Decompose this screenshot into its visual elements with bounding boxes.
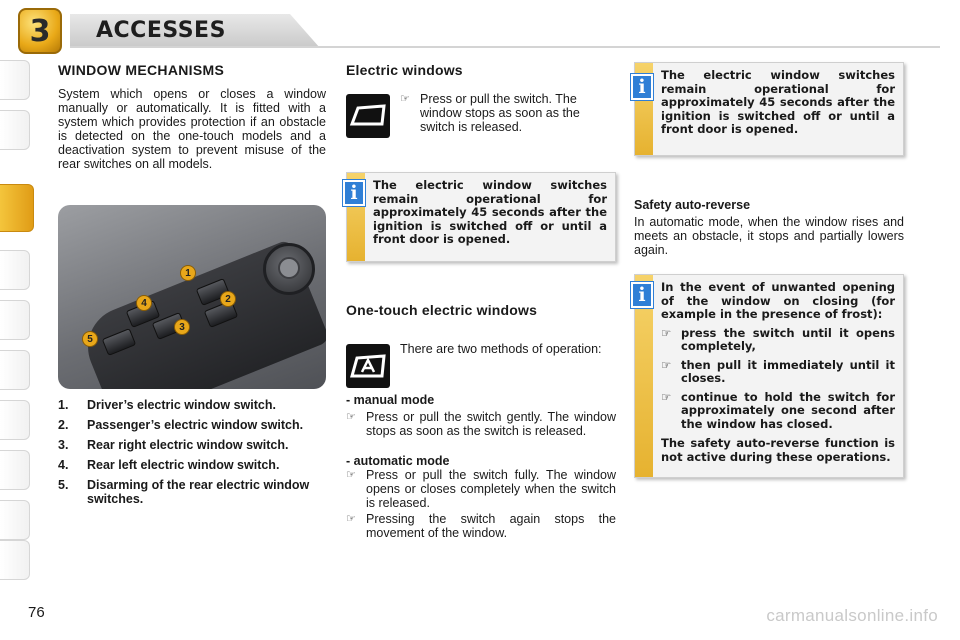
chapter-tab[interactable]: [0, 500, 30, 540]
automatic-mode-text: ☞ Press or pull the switch fully. The window opens or closes completely when the switch is released.: [346, 468, 616, 510]
window-mechanisms-intro: System which opens or closes a window manually or automatically. It is fitted with a system which provides protection if an obstacle is detected on the one-touch models and a deactivation system to prevent misuse of the rear switches on all models.: [58, 87, 326, 171]
manual-mode-text: ☞ Press or pull the switch gently. The window stops as soon as the switch is released.: [346, 410, 616, 438]
chapter-tab[interactable]: [0, 60, 30, 100]
info-icon: i: [631, 74, 653, 100]
callout-4: 4: [136, 295, 152, 311]
legend-item: 1. Driver’s electric window switch.: [58, 398, 276, 412]
info-icon: i: [343, 180, 365, 206]
chapter-tab[interactable]: [0, 400, 30, 440]
page-number: 76: [28, 604, 45, 621]
section-title-electric-windows: Electric windows: [346, 62, 463, 78]
callout-1: 1: [180, 265, 196, 281]
info-box-frost: In the event of unwanted opening of the window on closing (for example in the presence of frost): ☞ press the switch until it opens completely, ☞ then pull it immediately until it closes. ☞ continue to hold the switch for approximately one second after the window has closed. The safety auto-reverse function is not active during these operations.: [634, 274, 904, 478]
chapter-tabs: [0, 60, 36, 580]
chapter-tab[interactable]: [0, 250, 30, 290]
electric-windows-instruction: ☞ Press or pull the switch. The window stops as soon as the switch is released.: [400, 92, 580, 134]
callout-5: 5: [82, 331, 98, 347]
chapter-number-badge: 3: [18, 8, 62, 54]
info-box-electric-windows: The electric window switches remain operational for approximately 45 seconds after the ignition is switched off or until a front door is opened.: [346, 172, 616, 262]
switch-legend: [58, 398, 330, 512]
callout-2: 2: [220, 291, 236, 307]
page-title: ACCESSES: [96, 18, 226, 43]
legend-item: 2. Passenger’s electric window switch.: [58, 418, 304, 432]
info-icon: i: [631, 282, 653, 308]
section-title-one-touch: One-touch electric windows: [346, 302, 538, 318]
section-title-window-mechanisms: WINDOW MECHANISMS: [58, 62, 225, 78]
info-box-switches-remain-operational: The electric window switches remain operational for approximately 45 seconds after the ignition is switched off or until a front door is opened.: [634, 62, 904, 156]
header-divider: [70, 46, 940, 48]
stop-movement-text: ☞ Pressing the switch again stops the movement of the window.: [346, 512, 616, 540]
manual-window-pictogram: [346, 94, 390, 138]
window-icon: [346, 94, 390, 138]
chapter-tab[interactable]: [0, 110, 30, 150]
automatic-mode-label: - automatic mode: [346, 454, 450, 468]
callout-3: 3: [174, 319, 190, 335]
safety-auto-reverse-title: Safety auto-reverse: [634, 198, 751, 212]
chapter-tab[interactable]: [0, 540, 30, 580]
mirror-knob: [278, 257, 300, 279]
watermark: carmanualsonline.info: [766, 606, 938, 625]
manual-mode-label: - manual mode: [346, 393, 435, 407]
safety-auto-reverse-text: In automatic mode, when the window rises and meets an obstacle, it stops and partially lowers again.: [634, 215, 904, 257]
one-touch-window-pictogram: [346, 344, 390, 388]
legend-item: 4. Rear left electric window switch.: [58, 458, 280, 472]
window-switch-photo: [58, 205, 326, 389]
legend-item: 3. Rear right electric window switch.: [58, 438, 289, 452]
chapter-tab[interactable]: [0, 300, 30, 340]
one-touch-intro: There are two methods of operation:: [400, 342, 602, 356]
chapter-tab[interactable]: [0, 450, 30, 490]
auto-window-icon: [346, 344, 390, 388]
chapter-tab[interactable]: [0, 350, 30, 390]
legend-item: 5. Disarming of the rear electric window switches.: [58, 478, 310, 506]
chapter-tab-active[interactable]: [0, 184, 34, 232]
